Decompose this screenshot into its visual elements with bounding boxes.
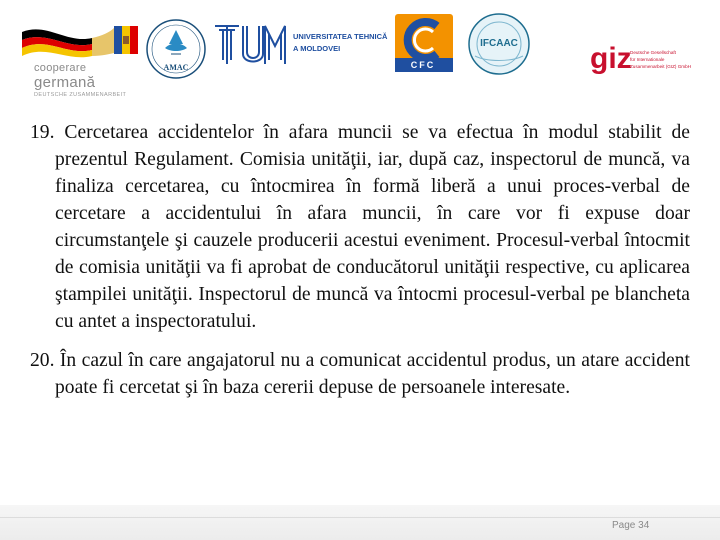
giz-word: giz bbox=[590, 42, 632, 75]
germana-line3: DEUTSCHE ZUSAMMENARBEIT bbox=[34, 92, 127, 98]
cooperare-germana-logo bbox=[22, 18, 142, 98]
germana-line1: cooperare bbox=[34, 62, 87, 74]
cfc-logo bbox=[393, 12, 461, 72]
paragraph-text: În cazul în care angajatorul nu a comunicat accidentul produs, un atare accident poate fi cercetat şi în baza cererii depuse de persoanele interesate. bbox=[55, 350, 690, 398]
paragraph-19 bbox=[30, 119, 690, 335]
amac-text: AMAC bbox=[163, 63, 189, 72]
ifcaac-logo bbox=[467, 12, 531, 76]
footer-divider bbox=[0, 517, 720, 518]
cfc-text: CFC bbox=[410, 60, 436, 70]
giz-line3: Zusammenarbeit (GIZ) GmbH bbox=[630, 64, 692, 69]
germana-line2: germană bbox=[34, 74, 96, 91]
ifcaac-text: IFCAAC bbox=[480, 38, 518, 49]
header-logos bbox=[0, 0, 720, 100]
document-body bbox=[30, 119, 690, 401]
utm-line1: UNIVERSITATEA TEHNICĂ bbox=[293, 32, 388, 41]
amac-logo bbox=[145, 18, 207, 80]
paragraph-20 bbox=[30, 347, 690, 401]
utm-logo bbox=[213, 20, 388, 68]
page-number: Page 34 bbox=[612, 520, 650, 531]
utm-line2: A MOLDOVEI bbox=[293, 44, 341, 53]
giz-logo bbox=[588, 42, 698, 78]
giz-line1: Deutsche Gesellschaft bbox=[630, 50, 676, 55]
paragraph-number: 19. bbox=[30, 122, 55, 143]
paragraph-number: 20. bbox=[30, 350, 55, 371]
giz-line2: für Internationale bbox=[630, 57, 665, 62]
paragraph-text: Cercetarea accidentelor în afara muncii se va efectua în modul stabilit de prezentul Regulament. Comisia unităţii, iar, după caz, inspectorul de muncă, va finaliza cercetarea, cu întocmirea în formă liberă a unui proces-verbal de cercetare a accidentului în afara muncii, în care vor fi expuse doar circumstanţele şi cauzele producerii acestui eveniment. Procesul-verbal întocmit de comisia unităţii va fi aprobat de conducătorul unităţii respective, cu aplicarea ştampilei unităţii. Inspectorul de muncă va întocmi procesul-verbal pe blancheta cu antet a inspectoratului. bbox=[55, 122, 691, 332]
utm-monogram-icon bbox=[213, 20, 291, 68]
flag-swoosh-icon bbox=[22, 18, 142, 62]
